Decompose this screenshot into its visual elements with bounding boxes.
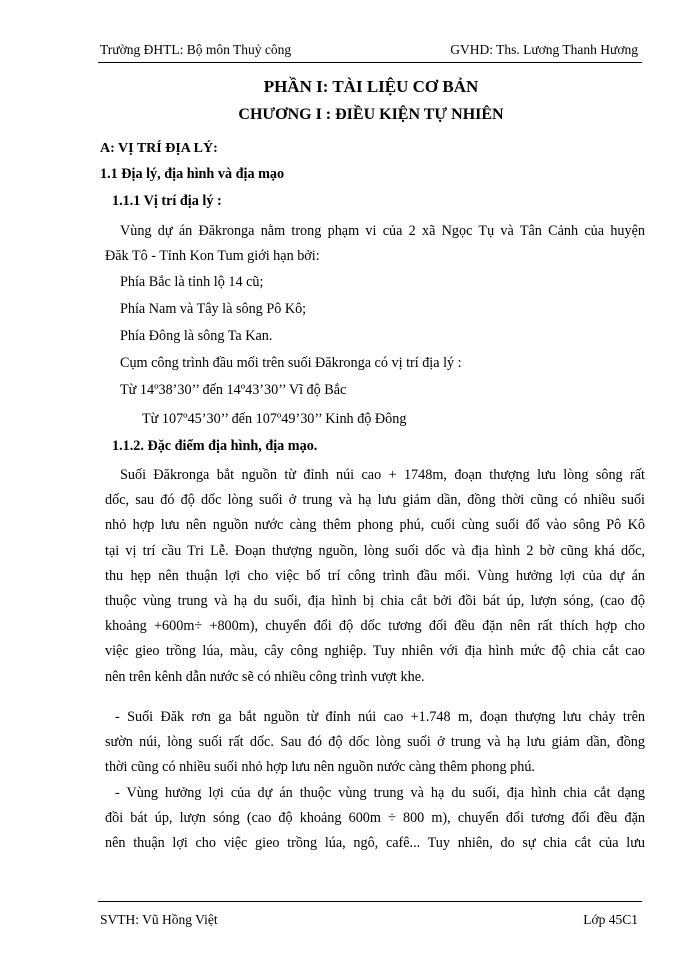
text-line: thời cũng có nhiều suối nhỏ hợp lưu nên nguồn nước càng thêm phong phú. (105, 759, 535, 776)
longitude-range: Từ 107º45’30’’ đến 107º49’30’’ Kinh độ Đông (142, 411, 407, 427)
chapter-title: CHƯƠNG I : ĐIỀU KIỆN TỰ NHIÊN (238, 106, 504, 123)
text-line: Suối Đăkronga bắt nguồn từ đỉnh núi cao + 1748m, đoạn thượng lưu lòng sông rất (120, 467, 645, 483)
text-line: - Vùng hưởng lợi của dự án thuộc vùng trung và hạ du suối, địa hình chia cắt dạng (115, 785, 645, 801)
text-line: sườn núi, lòng suối rất dốc. Sau đó độ dốc lòng suối ở trung và hạ lưu giảm dần, đồng (105, 734, 645, 751)
terrain-paragraph-2 (105, 705, 645, 781)
boundary-east: Phía Đông là sông Ta Kan. (120, 328, 273, 344)
text-line: đồi bát úp, lượn sóng (cao độ khoảng 600m ÷ 800 m), chuyển đổi tương đối đều đặn (105, 810, 645, 827)
footer-student: SVTH: Vũ Hồng Việt (100, 912, 218, 927)
text-line: tại vị trí cầu Tri Lễ. Đoạn thượng nguồn, lòng suối dốc và địa hình 2 bờ cũng khá dốc, (105, 542, 645, 559)
text-line: thu hẹp nên thuận lợi cho việc bố trí công trình đầu mối. Vùng hưởng lợi của dự án (105, 567, 645, 584)
text-line: dốc, sau đó độ dốc lòng suối ở trung và hạ lưu giảm dần, đồng thời cũng có nhiều suối (105, 492, 645, 509)
text-line: khoảng +600m÷ +800m), chuyển đổi độ dốc tương đối đều đặn nên rất thích hợp cho (105, 618, 645, 635)
page-header (98, 42, 642, 63)
boundary-north: Phía Bắc là tỉnh lộ 14 cũ; (120, 274, 264, 290)
part-title: PHẦN I: TÀI LIỆU CƠ BẢN (263, 77, 479, 96)
text-line: nhỏ hợp lưu nên nguồn nước càng thêm phong phú, cuối cùng suối đổ vào sông Pô Kô (105, 517, 645, 534)
text-line: Đăk Tô - Tỉnh Kon Tum giới hạn bởi: (105, 248, 320, 265)
text-line: việc gieo trồng lúa, màu, cây công nghiệp. Tuy nhiên với địa hình mức độ chia cắt cao (105, 643, 645, 660)
terrain-paragraph-1 (105, 463, 645, 690)
section-1-1-heading: 1.1 Địa lý, địa hình và địa mạo (100, 166, 285, 182)
section-a-heading: A: VỊ TRÍ ĐỊA LÝ: (100, 141, 218, 156)
header-advisor: GVHD: Ths. Lương Thanh Hương (450, 42, 638, 57)
text-line: nên thuận lợi cho việc gieo trồng lúa, ngô, cafê... Tuy nhiên, do sự chia cắt của lưu (105, 835, 645, 852)
header-school: Trường ĐHTL: Bộ môn Thuỷ công (100, 42, 292, 57)
boundary-south-west: Phía Nam và Tây là sông Pô Kô; (120, 301, 307, 317)
footer-class: Lớp 45C1 (583, 912, 638, 927)
latitude-range: Từ 14º38’30’’ đến 14º43’30’’ Vĩ độ Bắc (120, 382, 347, 398)
terrain-paragraph-3 (105, 781, 645, 857)
location-intro-paragraph (105, 219, 645, 269)
section-1-1-1-heading: 1.1.1 Vị trí địa lý : (112, 193, 222, 209)
text-line: nên trên kênh dẫn nước sẽ có nhiều công trình vượt khe. (105, 668, 425, 685)
text-line: thuộc vùng trung và hạ du suối, địa hình bị chia cắt bởi đồi bát úp, lượn sóng, (cao độ (105, 593, 645, 610)
coords-intro: Cụm công trình đầu mối trên suối Đăkronga có vị trí địa lý : (120, 355, 462, 371)
text-line: - Suối Đăk rơn ga bắt nguồn từ đỉnh núi cao +1.748 m, đoạn thượng lưu chảy trên (115, 709, 645, 725)
page-footer (98, 901, 642, 927)
text-line: Vùng dự án Đăkronga nằm trong phạm vi của 2 xã Ngọc Tụ và Tân Cảnh của huyện (120, 223, 645, 239)
section-1-1-2-heading: 1.1.2. Đặc điểm địa hình, địa mạo. (112, 438, 318, 454)
